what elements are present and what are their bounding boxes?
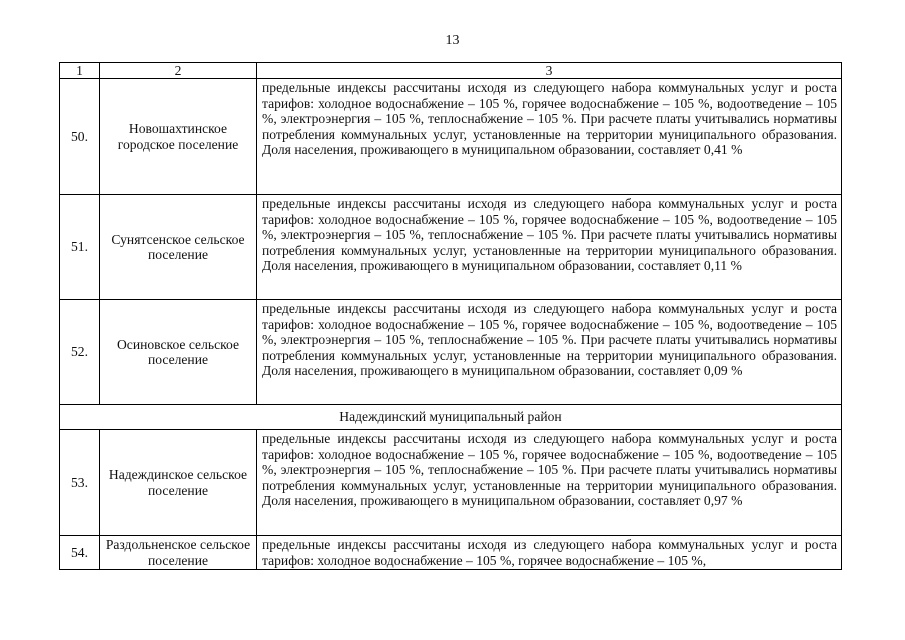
header-cell-col-2: 2	[100, 63, 257, 79]
index-description: предельные индексы рассчитаны исходя из следующего набора коммунальных услуг и роста тарифов: холодное водоснабжение – 105 %, горячее водоснабжение – 105 %,	[257, 536, 842, 570]
settlement-name: Раздольненское сельское поселение	[100, 536, 257, 570]
index-description: предельные индексы рассчитаны исходя из следующего набора коммунальных услуг и роста тарифов: холодное водоснабжение – 105 %, горячее водоснабжение – 105 %, водоотведение – 105 %, электроэнергия – 105 %, теплоснабжение – 105 %. При расчете платы учитывались нормативы потребления коммунальных услуг, установленные на территории муниципального образования. Доля населения, проживающего в муниципальном образовании, составляет 0,11 %	[257, 195, 842, 300]
settlement-name: Надеждинское сельское поселение	[100, 430, 257, 536]
header-cell-col-3: 3	[257, 63, 842, 79]
row-number: 54.	[60, 536, 100, 570]
index-description: предельные индексы рассчитаны исходя из следующего набора коммунальных услуг и роста тарифов: холодное водоснабжение – 105 %, горячее водоснабжение – 105 %, водоотведение – 105 %, электроэнергия – 105 %, теплоснабжение – 105 %. При расчете платы учитывались нормативы потребления коммунальных услуг, установленные на территории муниципального образования. Доля населения, проживающего в муниципальном образовании, составляет 0,41 %	[257, 79, 842, 195]
page-number: 13	[445, 33, 460, 48]
district-section-title: Надеждинский муниципальный район	[60, 405, 842, 430]
row-number: 51.	[60, 195, 100, 300]
index-description: предельные индексы рассчитаны исходя из следующего набора коммунальных услуг и роста тарифов: холодное водоснабжение – 105 %, горячее водоснабжение – 105 %, водоотведение – 105 %, электроэнергия – 105 %, теплоснабжение – 105 %. При расчете платы учитывались нормативы потребления коммунальных услуг, установленные на территории муниципального образования. Доля населения, проживающего в муниципальном образовании, составляет 0,97 %	[257, 430, 842, 536]
row-number: 50.	[60, 79, 100, 195]
settlement-name: Новошахтинское городское поселение	[100, 79, 257, 195]
row-number: 53.	[60, 430, 100, 536]
table-row	[60, 536, 842, 570]
section-row	[60, 405, 842, 430]
table-row	[60, 430, 842, 536]
table-header-row	[60, 63, 842, 79]
index-description: предельные индексы рассчитаны исходя из следующего набора коммунальных услуг и роста тарифов: холодное водоснабжение – 105 %, горячее водоснабжение – 105 %, водоотведение – 105 %, электроэнергия – 105 %, теплоснабжение – 105 %. При расчете платы учитывались нормативы потребления коммунальных услуг, установленные на территории муниципального образования. Доля населения, проживающего в муниципальном образовании, составляет 0,09 %	[257, 300, 842, 405]
row-number: 52.	[60, 300, 100, 405]
table-row	[60, 195, 842, 300]
table-row	[60, 300, 842, 405]
header-cell-col-1: 1	[60, 63, 100, 79]
settlement-name: Осиновское сельское поселение	[100, 300, 257, 405]
tariff-index-table	[59, 62, 842, 570]
settlement-name: Сунятсенское сельское поселение	[100, 195, 257, 300]
table-row	[60, 79, 842, 195]
